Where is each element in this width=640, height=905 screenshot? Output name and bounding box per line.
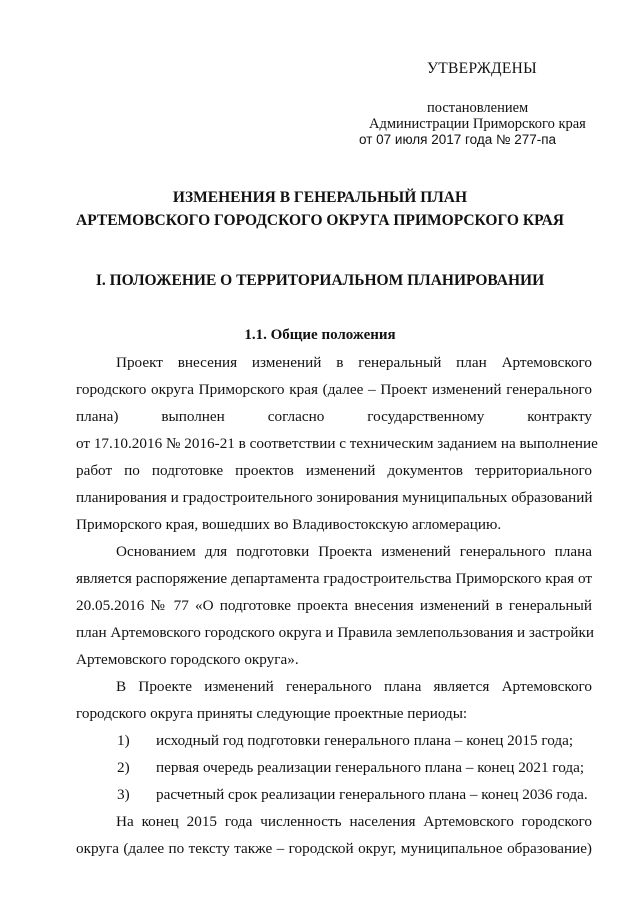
paragraph-line: округа (далее по тексту также – городской округ, муниципальное образование) (76, 840, 592, 857)
list-item-number: 2) (117, 759, 130, 776)
paragraph-line: Артемовского городского округа». (76, 651, 299, 668)
list-item: расчетный срок реализации генерального плана – конец 2036 года. (156, 786, 588, 803)
paragraph-line: Проект внесения изменений в генеральный план Артемовского (116, 354, 592, 371)
paragraph-line: На конец 2015 года численность населения Артемовского городского (116, 813, 592, 830)
paragraph-line: работ по подготовке проектов изменений документов территориального (76, 462, 592, 479)
paragraph-line: городского округа Приморского края (далее – Проект изменений генерального (76, 381, 592, 398)
list-item: первая очередь реализации генерального плана – конец 2021 года; (156, 759, 585, 776)
paragraph-line: 20.05.2016 № 77 «О подготовке проекта внесения изменений в генеральный (76, 597, 592, 614)
document-title: ИЗМЕНЕНИЯ В ГЕНЕРАЛЬНЫЙ ПЛАН (172, 189, 468, 206)
paragraph-line: В Проекте изменений генерального плана является Артемовского (116, 678, 592, 695)
paragraph-line: плана) выполнен согласно государственному контракту (76, 408, 592, 425)
list-item-number: 3) (117, 786, 130, 803)
approval-date-line: от 07 июля 2017 года № 277-па (359, 132, 557, 147)
paragraph-line: планирования и градостроительного зонирования муниципальных образований (76, 489, 593, 506)
paragraph-line: городского округа приняты следующие проектные периоды: (76, 705, 468, 722)
approved-stamp: УТВЕРЖДЕНЫ (427, 60, 537, 77)
list-item-number: 1) (117, 732, 130, 749)
list-item: исходный год подготовки генерального плана – конец 2015 года; (156, 732, 574, 749)
paragraph-line: является распоряжение департамента градостроительства Приморского края от (76, 570, 592, 587)
paragraph-line: Основанием для подготовки Проекта изменений генерального плана (116, 543, 592, 560)
approval-line: постановлением (427, 100, 529, 116)
paragraph-line: от 17.10.2016 № 2016-21 в соответствии с техническим заданием на выполнение (76, 435, 598, 452)
subsection-heading: 1.1. Общие положения (244, 327, 396, 343)
paragraph-line: Приморского края, вошедших во Владивостокскую агломерацию. (76, 516, 502, 533)
paragraph-line: план Артемовского городского округа и Правила землепользования и застройки (76, 624, 595, 641)
section-heading: I. ПОЛОЖЕНИЕ О ТЕРРИТОРИАЛЬНОМ ПЛАНИРОВАНИИ (95, 272, 545, 289)
document-title: АРТЕМОВСКОГО ГОРОДСКОГО ОКРУГА ПРИМОРСКОГО КРАЯ (76, 212, 564, 229)
approval-line: Администрации Приморского края (369, 116, 586, 132)
